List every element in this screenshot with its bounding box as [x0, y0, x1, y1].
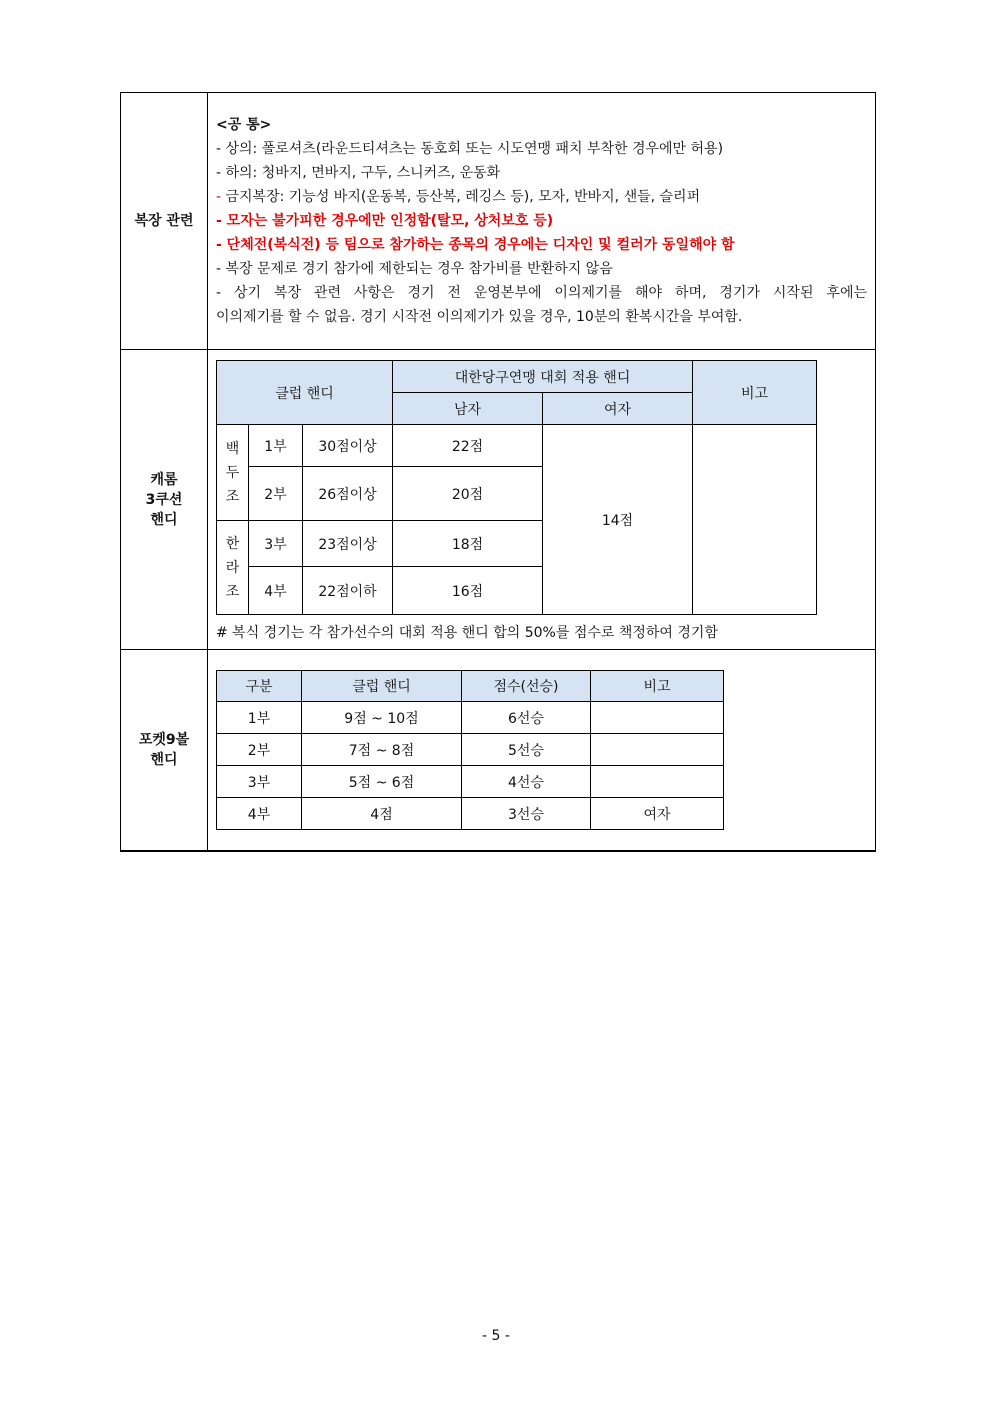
- pocket-club: 5점 ~ 6점: [302, 766, 462, 798]
- carom-club: 22점이하: [303, 567, 393, 615]
- carom-row: [121, 350, 876, 650]
- dress-line-bottom: - 하의: 청바지, 면바지, 구두, 스니커즈, 운동화: [216, 165, 501, 181]
- group-halla-char-2: 라: [225, 559, 240, 576]
- pocket-handicap-table: [216, 670, 724, 830]
- carom-header-female: 여자: [543, 393, 693, 425]
- pocket-header-score: 점수(선승): [462, 671, 591, 702]
- dress-line-refund: - 복장 문제로 경기 참가에 제한되는 경우 참가비를 반환하지 않음: [216, 261, 613, 277]
- carom-label-1: 캐롬: [150, 471, 178, 488]
- pocket-club: 7점 ~ 8점: [302, 734, 462, 766]
- group-halla-char-1: 한: [225, 535, 240, 552]
- dress-label: 복장 관련: [121, 93, 208, 350]
- carom-div: 1부: [249, 425, 303, 467]
- pocket-label-2: 핸디: [150, 752, 178, 768]
- pocket-note: [591, 734, 724, 766]
- pocket-score: 3선승: [462, 798, 591, 830]
- pocket-division: 3부: [217, 766, 302, 798]
- carom-label-3: 핸디: [150, 511, 178, 528]
- rules-table: [120, 92, 876, 852]
- carom-header-club: 클럽 핸디: [217, 361, 393, 425]
- pocket-note: [591, 766, 724, 798]
- pocket-club: 9점 ~ 10점: [302, 702, 462, 734]
- pocket-note: [591, 702, 724, 734]
- dress-line-objection-2: 이의제기를 할 수 없음. 경기 시작전 이의제기가 있을 경우, 10분의 환복시간을 부여함.: [216, 309, 743, 325]
- table-row: [217, 702, 724, 734]
- group-baekdu-char-2: 두: [225, 464, 240, 481]
- carom-club: 26점이상: [303, 467, 393, 521]
- dress-title: <공 통>: [216, 117, 272, 133]
- carom-div: 4부: [249, 567, 303, 615]
- carom-header-note: 비고: [693, 361, 817, 425]
- carom-male: 18점: [393, 521, 543, 567]
- table-row: [217, 766, 724, 798]
- dress-line-banned: [216, 185, 867, 209]
- group-halla-char-3: 조: [225, 583, 240, 600]
- carom-header-male: 남자: [393, 393, 543, 425]
- pocket-header-note: 비고: [591, 671, 724, 702]
- pocket-label-1: 포켓9볼: [138, 732, 190, 748]
- carom-doubles-note: # 복식 경기는 각 참가선수의 대회 적용 핸디 합의 50%를 점수로 책정하여 경기함: [216, 625, 718, 641]
- banned-dash: -: [216, 189, 222, 205]
- pocket-note: 여자: [591, 798, 724, 830]
- pocket-score: 6선승: [462, 702, 591, 734]
- carom-male: 22점: [393, 425, 543, 467]
- pocket-content: [208, 650, 876, 852]
- carom-female-all: 14점: [543, 425, 693, 615]
- pocket-club: 4점: [302, 798, 462, 830]
- carom-club: 23점이상: [303, 521, 393, 567]
- pocket-row: [121, 650, 876, 852]
- group-baekdu: [217, 425, 249, 521]
- carom-male: 16점: [393, 567, 543, 615]
- dress-line-team: - 단체전(복식전) 등 팀으로 참가하는 종목의 경우에는 디자인 및 컬러가 동일해야 함: [216, 237, 735, 253]
- carom-note-cell: [693, 425, 817, 615]
- pocket-score: 4선승: [462, 766, 591, 798]
- group-baekdu-char-1: 백: [225, 440, 240, 457]
- pocket-label: [121, 650, 208, 852]
- page-number: - 5 -: [482, 1328, 510, 1344]
- pocket-header-club: 클럽 핸디: [302, 671, 462, 702]
- carom-header-federation: 대한당구연맹 대회 적용 핸디: [393, 361, 693, 393]
- pocket-division: 4부: [217, 798, 302, 830]
- carom-div: 2부: [249, 467, 303, 521]
- carom-male: 20점: [393, 467, 543, 521]
- carom-div: 3부: [249, 521, 303, 567]
- carom-label-2: 3쿠션: [145, 491, 183, 508]
- group-halla: [217, 521, 249, 615]
- pocket-division: 2부: [217, 734, 302, 766]
- banned-text: 금지복장: 기능성 바지(운동복, 등산복, 레깅스 등), 모자, 반바지, 샌들, 슬리퍼: [221, 189, 701, 205]
- table-row: [217, 798, 724, 830]
- dress-content: [208, 93, 876, 350]
- carom-content: [208, 350, 876, 650]
- dress-line-objection-1: - 상기 복장 관련 사항은 경기 전 운영본부에 이의제기를 해야 하며, 경기가 시작된 후에는: [216, 285, 867, 301]
- pocket-division: 1부: [217, 702, 302, 734]
- carom-club: 30점이상: [303, 425, 393, 467]
- dress-line-hat: - 모자는 불가피한 경우에만 인정함(탈모, 상처보호 등): [216, 213, 554, 229]
- carom-handicap-table: [216, 360, 817, 615]
- dress-row: [121, 93, 876, 350]
- dress-line-top: - 상의: 폴로셔츠(라운드티셔츠는 동호회 또는 시도연맹 패치 부착한 경우에만 허용): [216, 141, 724, 157]
- table-row: [217, 734, 724, 766]
- pocket-score: 5선승: [462, 734, 591, 766]
- pocket-header-division: 구분: [217, 671, 302, 702]
- carom-label: [121, 350, 208, 650]
- group-baekdu-char-3: 조: [225, 488, 240, 505]
